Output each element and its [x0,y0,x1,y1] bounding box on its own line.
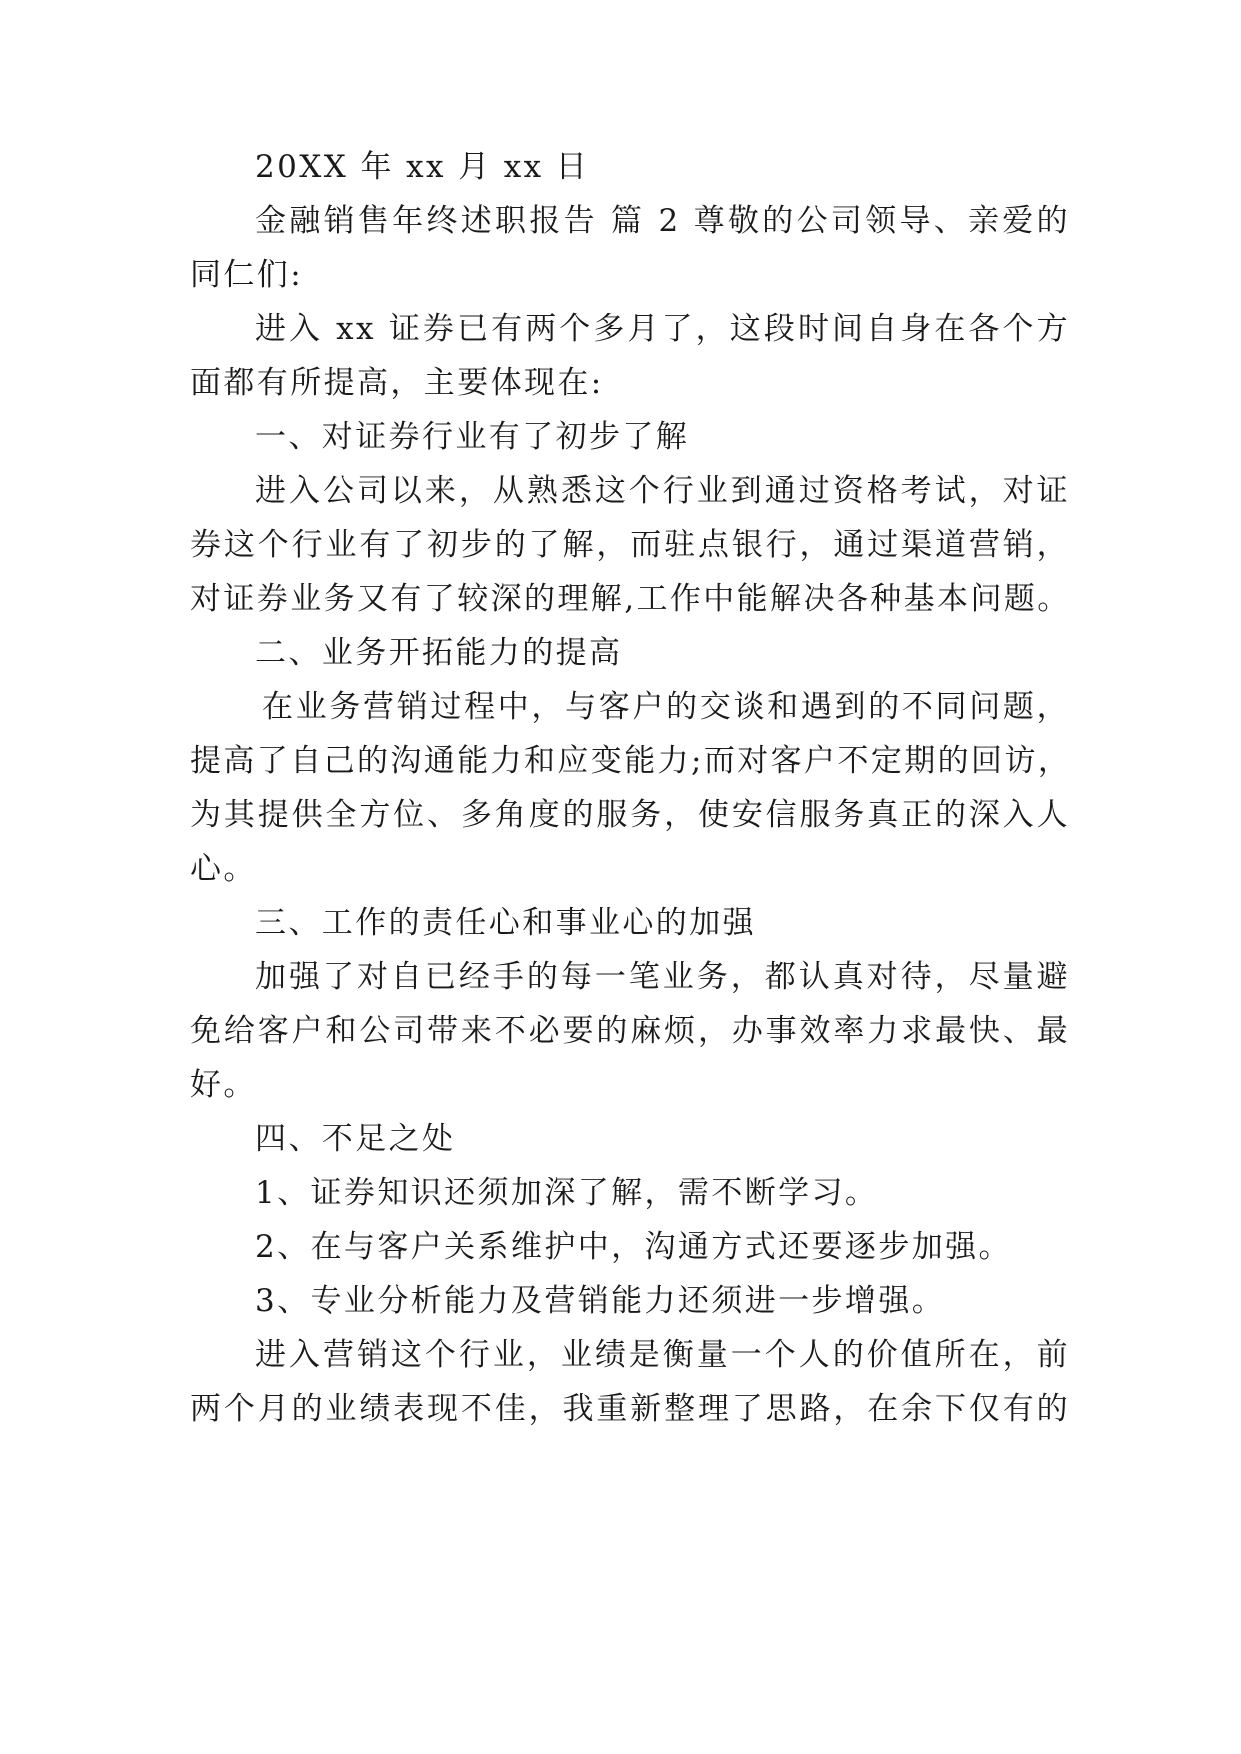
paragraph-line: 对证券业务又有了较深的理解,工作中能解决各种基本问题。 [190,581,1071,617]
paragraph-line: 加强了对自已经手的每一笔业务，都认真对待，尽量避 [255,959,1070,995]
paragraph-line: 心。 [190,851,257,887]
list-item: 2、在与客户关系维护中，沟通方式还要逐步加强。 [255,1229,1012,1265]
paragraph-line: 提高了自己的沟通能力和应变能力;而对客户不定期的回访， [190,743,1072,779]
list-item: 1、证券知识还须加深了解，需不断学习。 [255,1175,879,1211]
salutation-line: 同仁们: [190,257,304,293]
section-heading: 二、业务开拓能力的提高 [255,635,623,671]
date-line: 20XX 年 xx 月 xx 日 [255,149,590,185]
paragraph-line: 在业务营销过程中，与客户的交谈和遇到的不同问题， [262,689,1070,725]
paragraph-line: 进入 xx 证券已有两个多月了，这段时间自身在各个方 [255,311,1070,347]
paragraph-line: 进入营销这个行业，业绩是衡量一个人的价值所在，前 [255,1337,1070,1373]
paragraph-line: 进入公司以来，从熟悉这个行业到通过资格考试，对证 [255,473,1070,509]
list-item: 3、专业分析能力及营销能力还须进一步增强。 [255,1283,946,1319]
paragraph-line: 免给客户和公司带来不必要的麻烦，办事效率力求最快、最 [190,1013,1070,1049]
paragraph-line: 券这个行业有了初步的了解，而驻点银行，通过渠道营销， [190,527,1070,563]
paragraph-line: 面都有所提高，主要体现在: [190,365,604,401]
section-heading: 四、不足之处 [255,1121,456,1157]
paragraph-line: 为其提供全方位、多角度的服务，使安信服务真正的深入人 [190,797,1070,833]
section-heading: 一、对证券行业有了初步了解 [255,419,690,455]
report-title-line: 金融销售年终述职报告 篇 2 尊敬的公司领导、亲爱的 [255,203,1070,239]
paragraph-line: 好。 [190,1067,257,1103]
section-heading: 三、工作的责任心和事业心的加强 [255,905,756,941]
paragraph-line: 两个月的业绩表现不佳，我重新整理了思路，在余下仅有的 [190,1391,1070,1427]
